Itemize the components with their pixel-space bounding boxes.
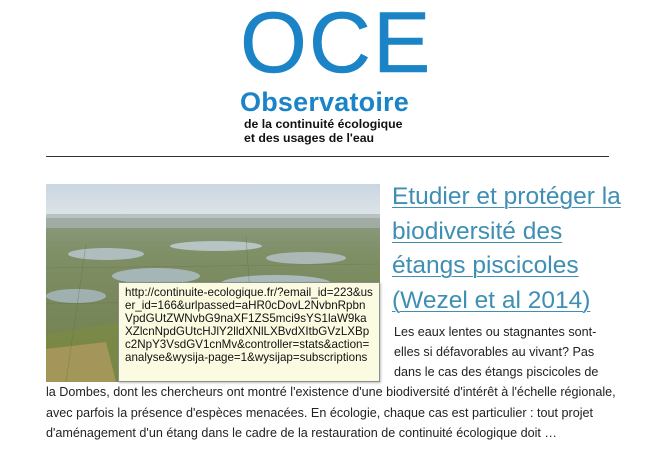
logo-title: Observatoire xyxy=(240,87,409,117)
logo-acronym: OCE xyxy=(240,0,433,91)
article-title-link[interactable]: Etudier et protéger la biodiversité des étangs piscicoles (Wezel et al 2014) xyxy=(392,183,621,314)
article-intro-full: la Dombes, dont les chercheurs ont montré l'existence d'une biodiversité d'intérêt à l'échelle régionale, avec parfois la présence d'espèces menacées. En écologie, chaque cas est particulier : tout projet d'aménagement d'un étang dans le cadre de la restauration de continuité écologique doit … xyxy=(46,385,616,440)
article-intro-right: Les eaux lentes ou stagnantes sont-elles si défavorables au vivant? Pas dans le cas des étangs piscicoles de xyxy=(394,325,599,379)
header-divider xyxy=(46,156,609,157)
logo-subtitle-line1: de la continuité écologique xyxy=(244,117,403,131)
logo-subtitle-line2: et des usages de l'eau xyxy=(244,131,375,145)
logo-subtitle xyxy=(244,117,403,145)
link-url-tooltip: http://continuite-ecologique.fr/?email_id=223&user_id=166&urlpassed=aHR0cDovL2NvbnRpbnVpdGUtZWNvbG9naXF1ZS5mci9sYS1laW9kaXZlcnNpdGUtcHJlY2lldXNlLXBvdXItbGVzLXBpc2NpY3VsdGV1cnMv&controller=stats&action=analyse&wysija-page=1&wysijap=subscriptions xyxy=(118,282,380,382)
oce-logo[interactable] xyxy=(236,0,436,154)
